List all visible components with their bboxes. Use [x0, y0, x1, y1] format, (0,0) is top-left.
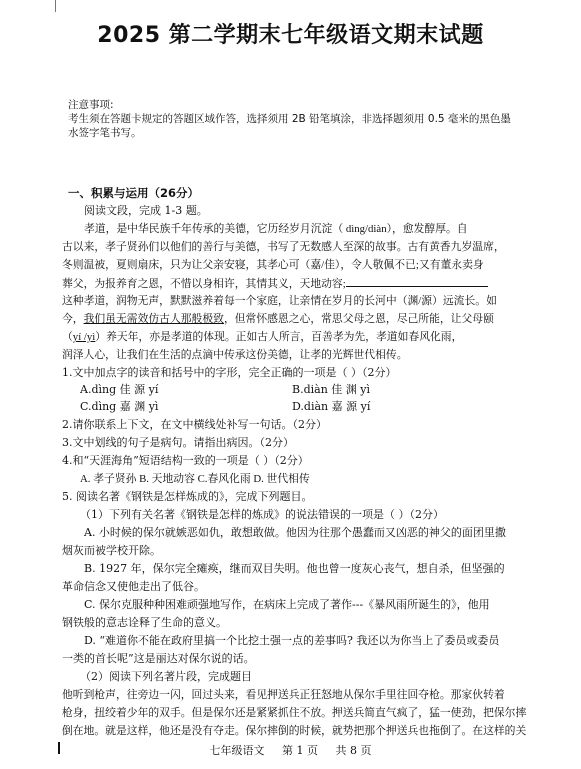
passage-text: 今， — [62, 313, 84, 325]
footer-subject: 七年级语文 — [209, 744, 265, 757]
footer-total-pages: 共 8 页 — [335, 744, 372, 757]
passage-text: 葬父，为报养育之恩，不惜以身相许，其情其义，天地动容; — [62, 278, 346, 290]
excerpt-line: 倒在地。就是这样，他还是没有夺走。保尔摔倒的时候，就势把那个押送兵也拖倒了。在这样的关 — [62, 725, 527, 737]
passage-line: 古以来，孝子贤孙们以他们的善行与美德，书写了无数感人至深的故事。古有黄香九岁温席， — [62, 241, 505, 253]
option-text: 一类的首长呢”这是丽达对保尔说的话。 — [62, 652, 255, 665]
passage-line: 润泽人心，让我们在生活的点滴中传承这份美德，让孝的光辉世代相传。 — [62, 349, 408, 361]
question-2: 2.请你联系上下文，在文中横线处补写一句话。（2分） — [62, 418, 327, 431]
passage-text: ）养天年，亦是孝道的体现。正如古人所言，百善孝为先，孝道如春风化雨， — [95, 331, 463, 343]
excerpt-line: 他听到枪声，往旁边一闪，回过头来，看见押送兵正狂怒地从保尔手里往回夺枪。那家伙转着 — [62, 689, 505, 701]
page-title: 2025 第二学期末七年级语文期末试题 — [97, 23, 484, 48]
question-1: 1.文中加点字的读音和括号中的字形，完全正确的一项是（ ）（2分） — [62, 366, 397, 379]
fill-in-blank[interactable] — [346, 276, 488, 287]
option-d[interactable]: D. “难道你不能在政府里搞一个比挖土强一点的差事吗? 我还以为你当上了委员或委员 — [84, 634, 500, 647]
passage-line — [62, 312, 494, 326]
question-5: 5. 阅读名著《钢铁是怎样炼成的》，完成下列题目。 — [62, 490, 313, 503]
option-a[interactable]: A.dìng 佳 源 yí — [80, 383, 159, 396]
option-c[interactable]: C.dìng 嘉 渊 yì — [80, 400, 159, 413]
question-5-2: （2）阅读下列名著片段，完成题目 — [80, 670, 252, 683]
footer-page-number: 第 1 页 — [282, 744, 318, 757]
passage-text: ，但常怀感恩之心，常思父母之恩，尽己所能，让父母颐 — [223, 313, 494, 325]
notes-line: 考生须在答题卡规定的答题区域作答，选择须用 2B 铅笔填涂，非选择题须用 0.5 毫米的黑色墨 — [68, 113, 511, 125]
option-b[interactable]: B.diàn 佳 渊 yì — [292, 383, 371, 396]
option-text: 钢铁般的意志诠释了生命的意义。 — [62, 616, 227, 629]
option-d[interactable]: D.diàn 嘉 源 yí — [292, 400, 371, 413]
passage-line: 冬则温被，夏则扇床，只为让父亲安寝，其孝心可（嘉/佳），令人敬佩不已;又有董永卖身 — [62, 259, 484, 271]
pinyin-underlined: yí /yì — [72, 331, 96, 343]
notes-heading: 注意事项: — [68, 99, 114, 111]
question-4-options[interactable]: A. 孝子贤孙 B. 天地动容 C.春风化雨 D. 世代相传 — [80, 473, 310, 485]
underlined-sentence: 我们虽无需效仿古人那般极致 — [83, 313, 224, 325]
excerpt-line: 枪身，扭绞着少年的双手。但是保尔还是紧紧抓住不放。押送兵简直气疯了，猛一使劲，把保尔摔 — [62, 707, 527, 719]
section-heading: 一、积累与运用（26分） — [68, 186, 200, 200]
passage-intro: 阅读文段，完成 1-3 题。 — [84, 204, 208, 217]
question-4: 4.和“天涯海角”短语结构一致的一项是（ ）（2分） — [62, 454, 309, 467]
page-footer — [0, 742, 581, 758]
option-a[interactable]: A. 小时候的保尔就嫉恶如仇，敢想敢做。他因为往那个愚蠢而又凶恶的神父的面团里撒 — [84, 526, 506, 539]
notes-line: 水签字笔书写。 — [68, 127, 142, 139]
page-corner-mark — [55, 0, 56, 12]
question-5-1: （1）下列有关名著《钢铁是怎样的炼成》的说法错误的一项是（ ）（2分） — [80, 508, 444, 521]
question-3: 3.文中划线的句子是病句。请指出病因。（2分） — [62, 436, 294, 449]
passage-line: 这种孝道，润物无声，默默滋养着每一个家庭，让亲情在岁月的长河中（渊/源）远流长。如 — [62, 295, 497, 307]
option-text: 烟灰而被学校开除。 — [62, 544, 161, 557]
passage-line — [62, 330, 462, 344]
option-c[interactable]: C. 保尔克服种种困难顽强地写作，在病床上完成了著作---《暴风雨所诞生的》，他用 — [84, 598, 490, 611]
passage-text: （ — [62, 331, 73, 343]
option-text: 革命信念又使他走出了低谷。 — [62, 580, 205, 593]
passage-line — [62, 276, 488, 291]
passage-line: 孝道，是中华民族千年传承的美德，它历经岁月沉淀（ dìng/diàn），愈发醇厚。自 — [84, 223, 468, 235]
option-b[interactable]: B. 1927 年，保尔完全瘫痪，继而双目失明。他也曾一度灰心丧气，想自杀，但坚强的 — [84, 562, 505, 575]
